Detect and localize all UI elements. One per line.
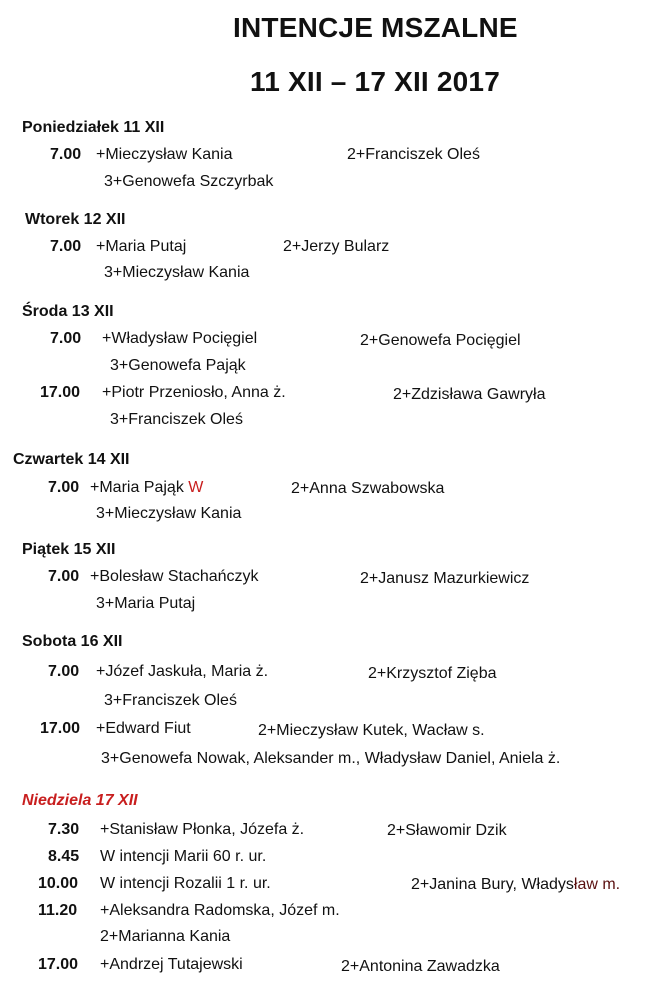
intention: W intencji Marii 60 r. ur. (100, 848, 267, 865)
intention: 2+Jerzy Bularz (283, 238, 390, 255)
date-range: 11 XII – 17 XII 2017 (250, 66, 500, 97)
intention: +Edward Fiut (96, 720, 191, 737)
intention: 2+Anna Szwabowska (291, 480, 445, 497)
intention-text: 2+Janina Bury, Władys (411, 876, 574, 893)
day-heading-monday: Poniedziałek 11 XII (22, 119, 165, 136)
intention: 3+Maria Putaj (96, 595, 196, 612)
intention: +Mieczysław Kania (96, 146, 233, 163)
intention: 2+Krzysztof Zięba (368, 665, 497, 682)
intention: +Józef Jaskuła, Maria ż. (96, 663, 269, 680)
day-heading-saturday: Sobota 16 XII (22, 633, 123, 650)
day-heading-thursday: Czwartek 14 XII (13, 451, 130, 468)
intention: +Maria Putaj (96, 238, 187, 255)
day-heading-wednesday: Środa 13 XII (22, 303, 114, 320)
mass-time: 7.00 (48, 479, 80, 496)
intention: 3+Franciszek Oleś (104, 692, 237, 709)
mass-time: 7.00 (50, 146, 82, 163)
intention: +Aleksandra Radomska, Józef m. (100, 902, 340, 919)
intention: 3+Genowefa Szczyrbak (104, 173, 274, 190)
intention: +Władysław Pocięgiel (102, 330, 258, 347)
mass-time: 7.00 (50, 330, 82, 347)
intention: 2+Antonina Zawadzka (341, 958, 500, 975)
intention-text-tail: ław m. (573, 876, 621, 893)
intention: 2+Marianna Kania (100, 928, 231, 945)
day-heading-tuesday: Wtorek 12 XII (25, 211, 126, 228)
intention: 3+Mieczysław Kania (104, 264, 250, 281)
page-title: INTENCJE MSZALNE (233, 12, 518, 43)
intention: 3+Genowefa Nowak, Aleksander m., Władysław Daniel, Aniela ż. (101, 750, 561, 767)
intention: W intencji Rozalii 1 r. ur. (100, 875, 271, 892)
mass-time: 17.00 (38, 956, 79, 973)
mass-time: 10.00 (38, 875, 79, 892)
mass-time: 7.00 (48, 568, 80, 585)
intention: 2+Genowefa Pocięgiel (360, 332, 521, 349)
mass-time: 17.00 (40, 720, 81, 737)
day-heading-sunday: Niedziela 17 XII (22, 792, 138, 809)
intention: 2+Franciszek Oleś (347, 146, 480, 163)
intention: 2+Sławomir Dzik (387, 822, 507, 839)
mass-time: 17.00 (40, 384, 81, 401)
intention: +Andrzej Tutajewski (100, 956, 243, 973)
mass-time: 7.00 (50, 238, 82, 255)
intention: 3+Mieczysław Kania (96, 505, 242, 522)
intention: 2+Mieczysław Kutek, Wacław s. (258, 722, 485, 739)
mass-time: 7.00 (48, 663, 80, 680)
intention: 2+Janusz Mazurkiewicz (360, 570, 530, 587)
intention: +Piotr Przeniosło, Anna ż. (102, 384, 286, 401)
intention (411, 877, 620, 893)
intention: 3+Genowefa Pająk (110, 357, 246, 374)
intention: +Bolesław Stachańczyk (90, 568, 259, 585)
intention (90, 480, 203, 496)
intention-mark: W (188, 479, 204, 496)
intention-text: +Maria Pająk (90, 479, 184, 496)
mass-time: 11.20 (38, 902, 78, 919)
intention: +Stanisław Płonka, Józefa ż. (100, 821, 305, 838)
day-heading-friday: Piątek 15 XII (22, 541, 116, 558)
mass-time: 7.30 (48, 821, 80, 838)
mass-time: 8.45 (48, 848, 80, 865)
intention: 3+Franciszek Oleś (110, 411, 243, 428)
intention: 2+Zdzisława Gawryła (393, 386, 546, 403)
